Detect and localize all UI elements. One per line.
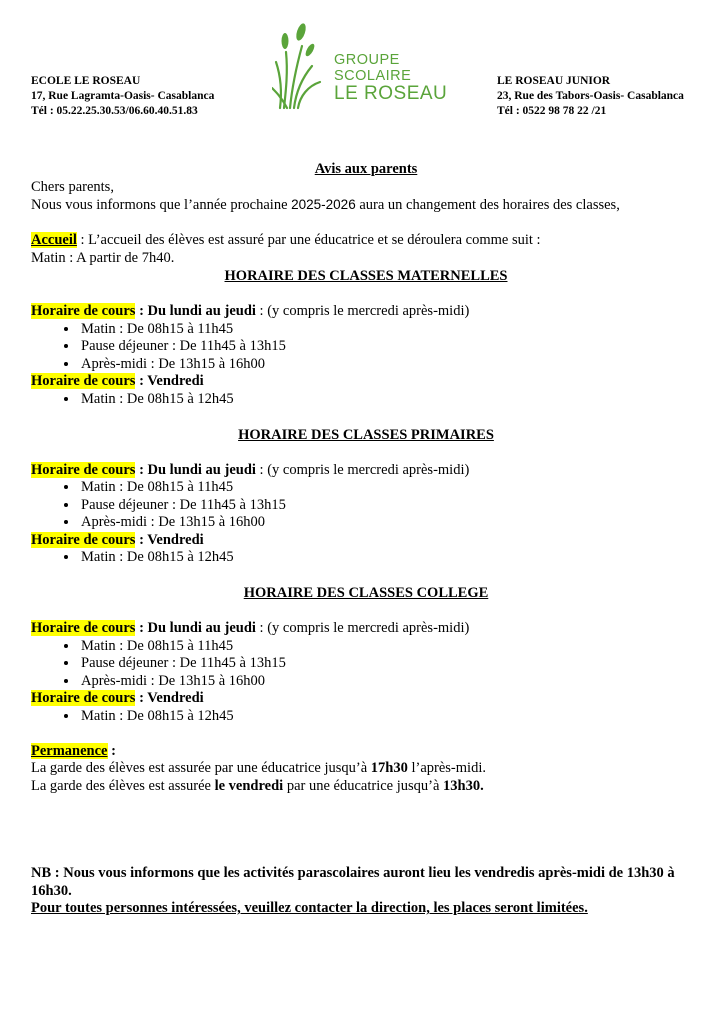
list-item: • Matin : De 08h15 à 12h45	[79, 549, 701, 567]
notice-title: Avis aux parents	[314, 161, 418, 177]
intro-before: Nous vous informons que l’année prochaine	[31, 197, 288, 213]
list-item: • Matin : De 08h15 à 12h45	[79, 391, 701, 409]
fri-days: : Vendredi	[135, 531, 204, 548]
list-item: • Matin : De 08h15 à 11h45	[79, 479, 701, 497]
list-item: • Matin : De 08h15 à 12h45	[79, 708, 701, 726]
list-item: • Pause déjeuner : De 11h45 à 13h15	[79, 497, 701, 515]
intro-year: 2025-2026	[291, 197, 356, 212]
school-left-info	[31, 74, 214, 119]
text: par une éducatrice jusqu’à	[283, 777, 444, 794]
friday-schedule-line	[31, 532, 701, 550]
school-right-phone: Tél : 0522 98 78 22 /21	[497, 105, 607, 117]
intro-line	[31, 196, 701, 215]
week-schedule-line	[31, 303, 701, 321]
school-right-info	[497, 74, 684, 119]
week-items-list	[31, 638, 701, 691]
week-schedule-line	[31, 462, 701, 480]
fri-items-list	[31, 549, 701, 567]
week-label: Horaire de cours	[31, 303, 136, 319]
fri-items-list	[31, 391, 701, 409]
list-item: • Matin : De 08h15 à 11h45	[79, 638, 701, 656]
fri-days: : Vendredi	[135, 690, 204, 706]
text: l’après-midi.	[407, 760, 486, 776]
list-item: • Pause déjeuner : De 11h45 à 13h15	[79, 655, 701, 673]
fri-label: Horaire de cours	[31, 531, 136, 548]
section-title-maternelles: HORAIRE DES CLASSES MATERNELLES	[224, 268, 508, 284]
week-items-list	[31, 479, 701, 532]
fri-label: Horaire de cours	[31, 690, 136, 706]
permanence-label: Permanence	[31, 742, 108, 759]
list-item: • Après-midi : De 13h15 à 16h00	[79, 673, 701, 691]
nb-note: NB : Nous vous informons que les activités parascolaires auront lieu les vendredis après-midi de 13h30 à 16h30.	[31, 865, 675, 899]
school-logo	[272, 22, 457, 112]
school-left-address: 17, Rue Lagramta-Oasis- Casablanca	[31, 90, 215, 102]
logo-line3: LE ROSEAU	[334, 83, 448, 104]
list-item: • Pause déjeuner : De 11h45 à 13h15	[79, 338, 701, 356]
friday-time: 13h30.	[443, 777, 484, 794]
week-note: : (y compris le mercredi après-midi)	[255, 303, 470, 319]
fri-days: : Vendredi	[135, 373, 204, 389]
week-label: Horaire de cours	[31, 620, 136, 636]
week-days: : Du lundi au jeudi	[135, 303, 256, 319]
friday-schedule-line	[31, 373, 701, 391]
accueil-label: Accueil	[31, 232, 77, 248]
school-right-name: LE ROSEAU JUNIOR	[497, 75, 611, 87]
fri-items-list	[31, 708, 701, 726]
permanence-suffix: :	[107, 742, 116, 759]
logo-line2: SCOLAIRE	[334, 68, 412, 84]
friday-schedule-line	[31, 690, 701, 708]
text: La garde des élèves est assurée	[31, 777, 215, 794]
list-item: • Après-midi : De 13h15 à 16h00	[79, 514, 701, 532]
week-days: : Du lundi au jeudi	[135, 461, 256, 478]
permanence-heading	[31, 743, 701, 761]
logo-line1: GROUPE	[334, 52, 400, 68]
matin-line: Matin : A partir de 7h40.	[31, 249, 175, 266]
week-schedule-line	[31, 620, 701, 638]
school-right-address: 23, Rue des Tabors-Oasis- Casablanca	[497, 90, 684, 102]
week-note: : (y compris le mercredi après-midi)	[255, 620, 470, 636]
list-item: • Après-midi : De 13h15 à 16h00	[79, 356, 701, 374]
permanence-line1	[31, 760, 701, 778]
greeting: Chers parents,	[31, 178, 114, 195]
school-left-phone: Tél : 05.22.25.30.53/06.60.40.51.83	[31, 105, 198, 117]
week-items-list	[31, 321, 701, 374]
week-label: Horaire de cours	[31, 461, 136, 478]
logo-wordmark	[334, 52, 447, 104]
section-title-college: HORAIRE DES CLASSES COLLEGE	[243, 585, 489, 601]
accueil-line	[31, 232, 701, 250]
text: La garde des élèves est assurée par une éducatrice jusqu’à	[31, 760, 371, 776]
reed-plant-icon	[272, 22, 332, 112]
permanence-time: 17h30	[370, 760, 408, 776]
school-left-name: ECOLE LE ROSEAU	[31, 75, 141, 87]
week-note: : (y compris le mercredi après-midi)	[255, 461, 470, 478]
list-item: • Matin : De 08h15 à 11h45	[79, 321, 701, 339]
week-days: : Du lundi au jeudi	[135, 620, 256, 636]
notice-body	[31, 161, 701, 918]
fri-label: Horaire de cours	[31, 373, 136, 389]
permanence-line2	[31, 778, 701, 796]
nb-contact: Pour toutes personnes intéressées, veuillez contacter la direction, les places seront limitées.	[31, 900, 588, 916]
intro-after: aura un changement des horaires des classes,	[359, 197, 620, 213]
section-title-primaires: HORAIRE DES CLASSES PRIMAIRES	[238, 426, 494, 443]
friday-emphasis: le vendredi	[214, 777, 284, 794]
accueil-text: : L’accueil des élèves est assuré par une éducatrice et se déroulera comme suit :	[76, 232, 541, 248]
